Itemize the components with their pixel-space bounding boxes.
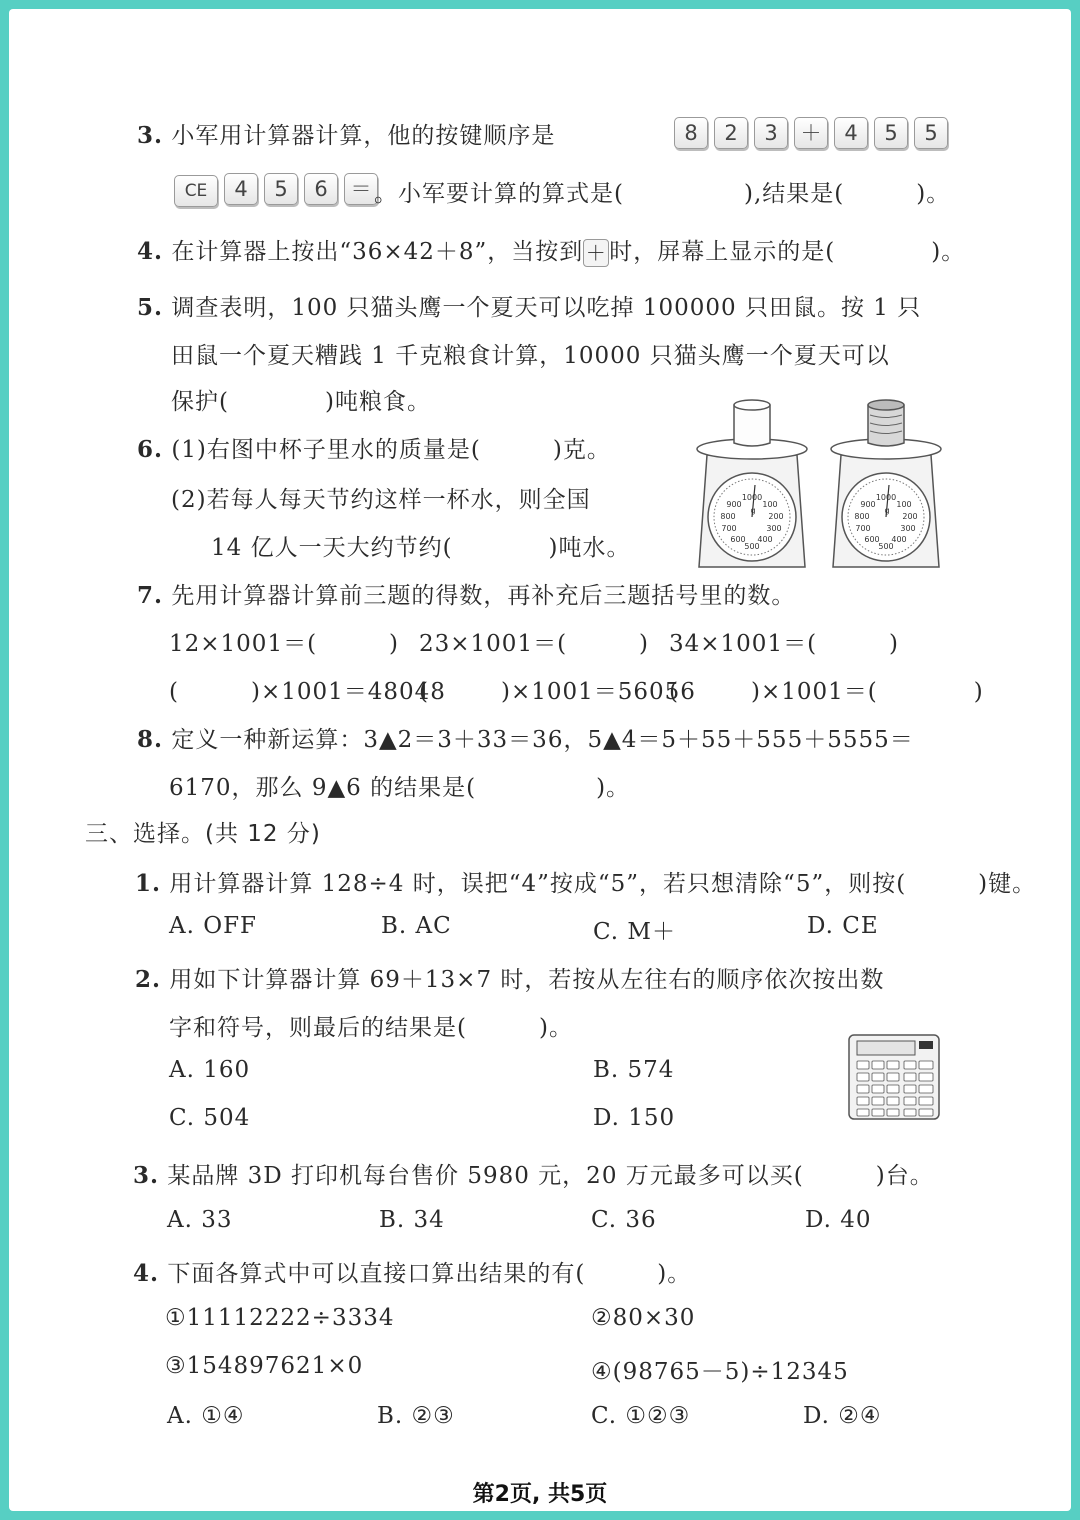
svg-text:500: 500: [744, 542, 760, 551]
scale-with-water-cup: [831, 400, 941, 567]
question-text: 某品牌 3D 打印机每台售价 5980 元，20 万元最多可以买( )台。: [167, 1163, 934, 1189]
option-b: B. ②③: [377, 1403, 455, 1429]
choice-question-2-line-2: 字和符号，则最后的结果是( )。: [169, 1015, 573, 1041]
scale-with-empty-cup: [697, 400, 807, 567]
calc-key: 3: [754, 117, 788, 149]
option-c: C. M＋: [593, 919, 676, 945]
key-sequence-2: [174, 173, 384, 207]
svg-text:700: 700: [855, 524, 871, 533]
question-text: 调查表明，100 只猫头鹰一个夏天可以吃掉 100000 只田鼠。按 1 只: [171, 295, 922, 321]
svg-text:900: 900: [726, 500, 742, 509]
calc-key: 5: [874, 117, 908, 149]
choice-question-1: [135, 865, 1036, 898]
question-4: [137, 233, 965, 267]
expression-item: ③154897621×0: [165, 1353, 364, 1379]
choice-question-2: [135, 961, 884, 994]
q7-item: 23×1001＝( ): [419, 631, 650, 657]
question-3: [137, 117, 555, 150]
question-text: 用计算器计算 128÷4 时，误把“4”按成“5”，若只想清除“5”，则按( )键。: [169, 871, 1037, 897]
option-a: A. ①④: [167, 1403, 245, 1429]
question-7: [137, 577, 795, 610]
calc-key: 4: [834, 117, 868, 149]
question-text: 先用计算器计算前三题的得数，再补充后三题括号里的数。: [171, 583, 796, 609]
question-5-line-3: 保护( )吨粮食。: [171, 389, 431, 415]
q7-item: ( )×1001＝48048: [169, 679, 446, 705]
question-3-continued: 。小军要计算的算式是( ),结果是( )。: [374, 181, 951, 207]
question-text: 小军用计算器计算，他的按键顺序是: [171, 123, 556, 149]
svg-text:600: 600: [730, 535, 746, 544]
question-8: [137, 721, 914, 754]
worksheet-page: [9, 9, 1071, 1511]
svg-text:100: 100: [762, 500, 778, 509]
q7-item: 34×1001＝( ): [669, 631, 900, 657]
svg-text:400: 400: [891, 535, 907, 544]
svg-text:900: 900: [860, 500, 876, 509]
page-number-footer: 第2页, 共5页: [472, 1482, 608, 1507]
choice-question-3: [133, 1157, 934, 1190]
question-6-line-2: (2)若每人每天节约这样一杯水，则全国: [171, 487, 591, 513]
question-5-line-2: 田鼠一个夏天糟践 1 千克粮食计算，10000 只猫头鹰一个夏天可以: [171, 343, 890, 369]
calculator-icon: [847, 1033, 941, 1121]
question-number: 4.: [133, 1260, 160, 1287]
svg-text:800: 800: [720, 512, 736, 521]
expression-item: ①11112222÷3334: [165, 1305, 395, 1331]
option-a: A. OFF: [169, 913, 258, 939]
question-5: [137, 289, 921, 322]
calc-key: CE: [174, 175, 218, 207]
svg-text:500: 500: [878, 542, 894, 551]
svg-text:1000: 1000: [875, 493, 897, 502]
question-text-end: 时，屏幕上显示的是( )。: [609, 239, 966, 265]
svg-text:800: 800: [854, 512, 870, 521]
option-d: D. 40: [805, 1207, 872, 1233]
calc-key: 2: [714, 117, 748, 149]
question-number: 5.: [137, 294, 164, 321]
q7-item: 12×1001＝( ): [169, 631, 400, 657]
calc-key: 8: [674, 117, 708, 149]
svg-text:100: 100: [896, 500, 912, 509]
question-number: 3.: [133, 1162, 160, 1189]
svg-text:700: 700: [721, 524, 737, 533]
svg-text:200: 200: [902, 512, 918, 521]
question-number: 1.: [135, 870, 162, 897]
option-d: D. 150: [593, 1105, 676, 1131]
question-text: 下面各算式中可以直接口算出结果的有( )。: [167, 1261, 692, 1287]
option-c: C. 36: [591, 1207, 657, 1233]
choice-question-4: [133, 1255, 691, 1288]
question-6-line-3: 14 亿人一天大约节约( )吨水。: [211, 535, 631, 561]
key-sequence-1: [674, 117, 954, 149]
svg-text:400: 400: [757, 535, 773, 544]
question-number: 3.: [137, 122, 164, 149]
calc-key: ＝: [344, 173, 378, 205]
question-text: (1)右图中杯子里水的质量是( )克。: [171, 437, 611, 463]
option-d: D. CE: [807, 913, 879, 939]
scales-illustration: [687, 385, 949, 571]
question-number: 7.: [137, 582, 164, 609]
calc-key: 6: [304, 173, 338, 205]
option-d: D. ②④: [803, 1403, 882, 1429]
svg-text:1000: 1000: [741, 493, 763, 502]
plus-key: ＋: [583, 239, 609, 267]
q7-item: ( )×1001＝56056: [419, 679, 696, 705]
question-number: 8.: [137, 726, 164, 753]
section-title: 三、选择。(共 12 分): [85, 821, 321, 847]
expression-item: ④(98765－5)÷12345: [591, 1359, 849, 1385]
svg-text:300: 300: [900, 524, 916, 533]
option-b: B. 34: [379, 1207, 445, 1233]
question-text: 定义一种新运算：3▲2＝3＋33＝36，5▲4＝5＋55＋555＋5555＝: [171, 727, 914, 753]
question-8-line-2: 6170，那么 9▲6 的结果是( )。: [169, 775, 631, 801]
option-b: B. AC: [381, 913, 452, 939]
expression-item: ②80×30: [591, 1305, 696, 1331]
question-6: [137, 431, 611, 464]
calc-key: 4: [224, 173, 258, 205]
question-text: 在计算器上按出“36×42＋8”，当按到: [171, 239, 584, 265]
q7-item: ( )×1001＝( ): [669, 679, 984, 705]
question-number: 2.: [135, 966, 162, 993]
svg-text:600: 600: [864, 535, 880, 544]
question-text: 用如下计算器计算 69＋13×7 时，若按从左往右的顺序依次按出数: [169, 967, 885, 993]
question-number: 6.: [137, 436, 164, 463]
question-number: 4.: [137, 238, 164, 265]
svg-text:300: 300: [766, 524, 782, 533]
calc-key: 5: [914, 117, 948, 149]
calc-key: 5: [264, 173, 298, 205]
calc-key: ＋: [794, 117, 828, 149]
option-b: B. 574: [593, 1057, 675, 1083]
svg-text:g: g: [884, 506, 890, 515]
option-a: A. 160: [169, 1057, 251, 1083]
svg-text:200: 200: [768, 512, 784, 521]
option-c: C. ①②③: [591, 1403, 691, 1429]
option-c: C. 504: [169, 1105, 251, 1131]
svg-text:g: g: [750, 506, 756, 515]
option-a: A. 33: [167, 1207, 233, 1233]
